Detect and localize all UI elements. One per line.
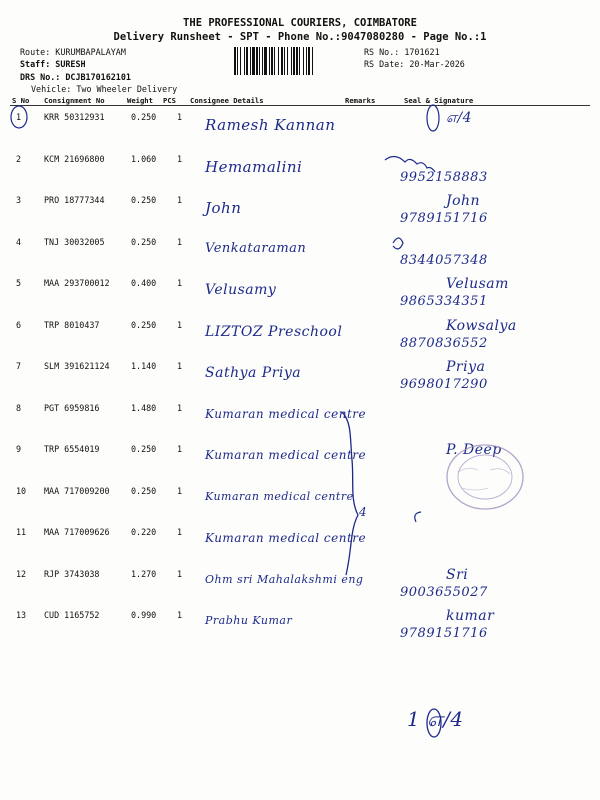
row-consignment-no: CUD 1165752 xyxy=(44,610,100,620)
col-consignment: Consignment No xyxy=(44,96,105,105)
row-pcs: 1 xyxy=(177,278,183,288)
row-pcs: 1 xyxy=(177,361,183,371)
col-consignee: Consignee Details xyxy=(190,96,264,105)
row-consignment-no: KCM 21696800 xyxy=(44,153,105,164)
row-consignment-no: MAA 293700012 xyxy=(44,278,110,288)
col-seal: Seal & Signature xyxy=(404,96,474,105)
row-consignment-no: MAA 717009200 xyxy=(44,485,110,496)
staff-label: Staff: SURESH xyxy=(20,59,86,69)
row-sno: 8 xyxy=(16,402,22,413)
col-weight: Weight xyxy=(127,96,153,105)
row-signature-handwritten: Kowsalya xyxy=(446,317,517,334)
row-consignee-handwritten: Venkataraman xyxy=(205,240,307,256)
col-remarks: Remarks xyxy=(345,96,376,105)
row-consignee-handwritten: Ohm sri Mahalakshmi eng xyxy=(205,572,364,586)
row-consignee-handwritten: Kumaran medical centre xyxy=(205,406,367,421)
row-signature-handwritten: எ/4 xyxy=(446,110,473,126)
row-phone-handwritten: 9952158883 xyxy=(400,169,488,185)
row-phone-handwritten: 9003655027 xyxy=(400,584,488,600)
row-consignee-handwritten: Hemamalini xyxy=(205,157,303,176)
row-consignee-handwritten: Sathya Priya xyxy=(205,365,302,381)
rs-date: RS Date: 20-Mar-2026 xyxy=(364,59,465,69)
row-signature-handwritten: kumar xyxy=(446,608,495,624)
row-consignment-no: RJP 3743038 xyxy=(44,568,100,579)
row-phone-handwritten: 9698017290 xyxy=(400,377,488,392)
row-consignment-no: TRP 8010437 xyxy=(44,319,100,330)
row-sno: 1 xyxy=(16,112,22,122)
row-consignment-no: PGT 6959816 xyxy=(44,402,100,413)
row-weight: 0.250 xyxy=(131,236,157,247)
row-pcs: 1 xyxy=(177,402,183,413)
row-phone-handwritten: 9789151716 xyxy=(400,211,488,226)
row-weight: 1.270 xyxy=(131,568,157,579)
row-consignment-no: MAA 717009626 xyxy=(44,527,110,537)
row-pcs: 1 xyxy=(177,236,183,247)
bracket-note: 4 xyxy=(359,505,368,519)
row-consignee-handwritten: Ramesh Kannan xyxy=(205,116,336,134)
row-signature-handwritten: Priya xyxy=(446,359,486,375)
row-pcs: 1 xyxy=(177,610,183,620)
row-sno: 2 xyxy=(16,153,22,164)
row-sno: 9 xyxy=(16,444,22,454)
row-pcs: 1 xyxy=(177,444,183,454)
row-phone-handwritten: 9789151716 xyxy=(400,626,488,641)
vehicle-label: Vehicle: Two Wheeler Delivery xyxy=(31,84,178,94)
row-consignee-handwritten: Velusamy xyxy=(205,282,277,298)
row-signature-handwritten: Sri xyxy=(446,566,469,583)
rs-number: RS No.: 1701621 xyxy=(364,47,440,57)
row-consignee-handwritten: Kumaran medical centre xyxy=(205,489,354,503)
row-consignment-no: SLM 391621124 xyxy=(44,361,110,371)
row-consignee-handwritten: LIZTOZ Preschool xyxy=(205,323,343,340)
row-sno: 5 xyxy=(16,278,22,288)
row-signature-handwritten: P. Deep xyxy=(446,442,502,458)
row-weight: 0.250 xyxy=(131,319,157,330)
row-consignment-no: TNJ 30032005 xyxy=(44,236,105,247)
row-signature-handwritten: Velusam xyxy=(446,276,509,292)
row-sno: 13 xyxy=(16,610,27,620)
row-consignment-no: TRP 6554019 xyxy=(44,444,100,454)
row-sno: 6 xyxy=(16,319,22,330)
row-consignment-no: KRR 50312931 xyxy=(44,112,105,122)
sign-scribble-4 xyxy=(393,238,403,249)
row-consignee-handwritten: Kumaran medical centre xyxy=(205,531,367,545)
row-sno: 4 xyxy=(16,236,22,247)
seal-stamp xyxy=(444,442,526,512)
row-pcs: 1 xyxy=(177,485,183,496)
row-consignee-handwritten: Kumaran medical centre xyxy=(205,448,367,462)
row-weight: 0.250 xyxy=(131,195,157,205)
row-weight: 0.220 xyxy=(131,527,157,537)
row-sno: 7 xyxy=(16,361,22,371)
row-pcs: 1 xyxy=(177,527,183,537)
col-sno: S No xyxy=(12,96,30,105)
drs-number: DRS No.: DCJB170162101 xyxy=(20,72,131,82)
row-weight: 0.990 xyxy=(131,610,157,620)
row-weight: 0.250 xyxy=(131,112,157,122)
row-weight: 0.250 xyxy=(131,485,157,496)
row-weight: 0.250 xyxy=(131,444,157,454)
row-pcs: 1 xyxy=(177,153,183,164)
row-pcs: 1 xyxy=(177,112,183,122)
row-pcs: 1 xyxy=(177,319,183,330)
route-label: Route: KURUMBAPALAYAM xyxy=(20,47,126,57)
company-title: THE PROFESSIONAL COURIERS, COIMBATORE xyxy=(183,17,417,29)
row-sno: 11 xyxy=(16,527,27,537)
barcode-image xyxy=(234,47,360,75)
row-weight: 0.400 xyxy=(131,278,157,288)
row-sno: 3 xyxy=(16,195,22,205)
runsheet-title: Delivery Runsheet - SPT - Phone No.:9047080280 - Page No.:1 xyxy=(113,31,487,43)
row-weight: 1.140 xyxy=(131,361,157,371)
row-signature-handwritten: John xyxy=(446,193,481,209)
row-consignee-handwritten: John xyxy=(205,199,242,217)
row-sno: 12 xyxy=(16,568,27,579)
row-pcs: 1 xyxy=(177,195,183,205)
header-rule xyxy=(10,105,590,106)
row-weight: 1.060 xyxy=(131,153,157,164)
row-consignment-no: PRO 18777344 xyxy=(44,195,105,205)
col-pcs: PCS xyxy=(163,96,176,105)
row-consignee-handwritten: Prabhu Kumar xyxy=(205,614,293,627)
footer-signature: 1 எ/4 xyxy=(407,707,464,731)
row-phone-handwritten: 9865334351 xyxy=(400,294,488,309)
row-phone-handwritten: 8870836552 xyxy=(400,335,488,351)
row-sno: 10 xyxy=(16,485,27,496)
row-phone-handwritten: 8344057348 xyxy=(400,252,488,268)
row-weight: 1.480 xyxy=(131,402,157,413)
sign-loop-1 xyxy=(427,105,439,131)
row-pcs: 1 xyxy=(177,568,183,579)
